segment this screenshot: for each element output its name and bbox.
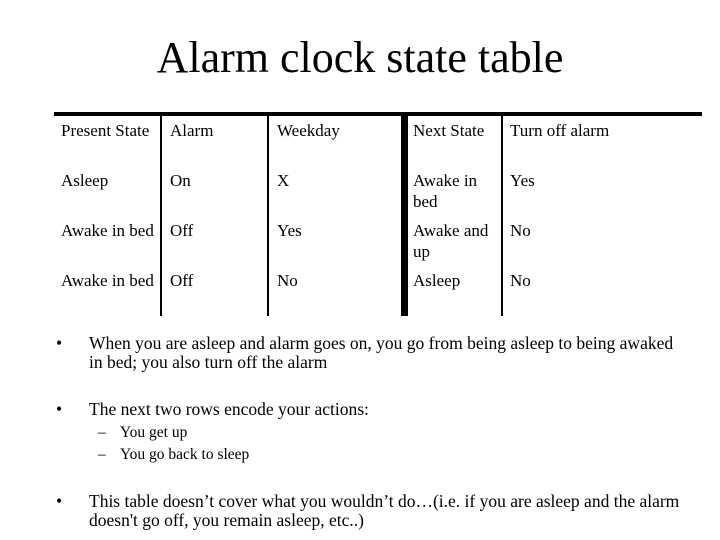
table-cell: Awake in bed bbox=[61, 221, 154, 240]
table-cell: Awake in bed bbox=[413, 171, 478, 211]
bullet-item bbox=[56, 334, 696, 374]
table-cell: Awake and up bbox=[413, 221, 489, 261]
bullet-text: When you are asleep and alarm goes on, you go from being asleep to being awaked in bed; you also turn off the alarm bbox=[89, 333, 674, 372]
table-cell: No bbox=[277, 271, 298, 290]
header-weekday: Weekday bbox=[277, 121, 340, 140]
column-divider bbox=[267, 112, 269, 316]
table-cell: Asleep bbox=[61, 171, 109, 190]
sub-bullet-dash: – bbox=[98, 446, 106, 463]
inputs-outputs-divider bbox=[401, 112, 408, 316]
bullet-item bbox=[56, 492, 696, 532]
table-cell: Asleep bbox=[413, 271, 461, 290]
slide-title: Alarm clock state table bbox=[156, 33, 564, 82]
header-present-state: Present State bbox=[61, 121, 150, 140]
header-turn-off-alarm: Turn off alarm bbox=[510, 121, 610, 140]
column-divider bbox=[160, 112, 162, 316]
state-table bbox=[54, 112, 702, 316]
bullet-text: This table doesn’t cover what you wouldn’t do…(i.e. if you are asleep and the alarm doesn't go off, you remain asleep, etc..) bbox=[89, 491, 680, 530]
bullet-text: The next two rows encode your actions: bbox=[89, 399, 369, 419]
table-cell: Yes bbox=[277, 221, 302, 240]
sub-bullet-dash: – bbox=[98, 424, 106, 441]
sub-bullet-text: You get up bbox=[120, 424, 188, 441]
sub-bullet-text: You go back to sleep bbox=[120, 446, 250, 463]
table-cell: On bbox=[170, 171, 191, 190]
table-cell: X bbox=[277, 171, 290, 190]
table-cell: Off bbox=[170, 271, 194, 290]
bullet-dot: • bbox=[56, 491, 63, 511]
header-alarm: Alarm bbox=[170, 121, 214, 140]
bullet-dot: • bbox=[56, 399, 63, 419]
table-top-border bbox=[54, 112, 702, 116]
table-cell: Off bbox=[170, 221, 194, 240]
table-cell: Awake in bed bbox=[61, 271, 154, 290]
bullet-dot: • bbox=[56, 333, 63, 353]
bullet-item bbox=[56, 400, 696, 420]
table-cell: No bbox=[510, 221, 531, 240]
header-next-state: Next State bbox=[413, 121, 485, 140]
table-cell: No bbox=[510, 271, 531, 290]
table-cell: Yes bbox=[510, 171, 535, 190]
column-divider bbox=[501, 112, 503, 316]
